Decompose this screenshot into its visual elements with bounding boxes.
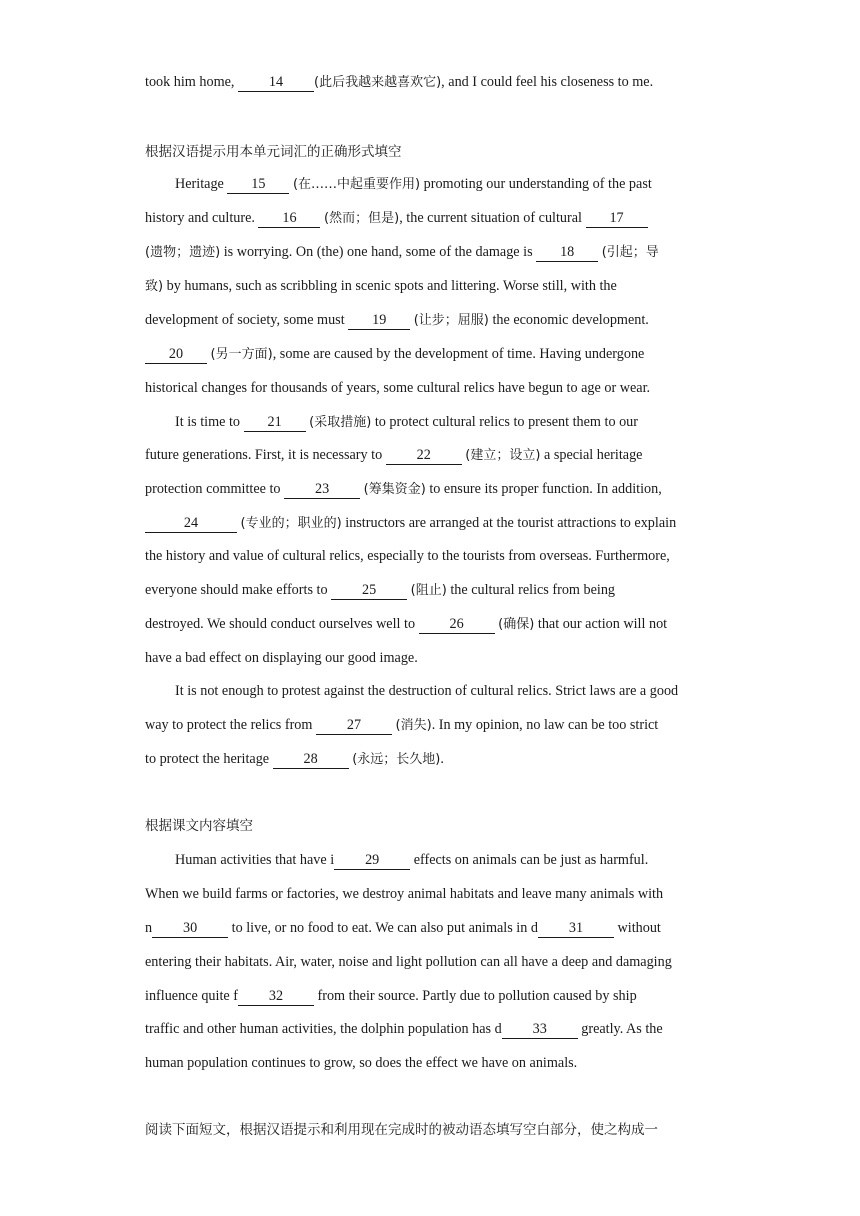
- chinese-hint: (筹集资金): [363, 482, 426, 497]
- text-run: Heritage: [175, 176, 228, 192]
- text-line: [145, 1053, 725, 1073]
- text-run: have a bad effect on displaying our good image.: [145, 650, 418, 666]
- text-run: , and I could feel his closeness to me.: [441, 74, 654, 90]
- blank-20[interactable]: 20: [145, 346, 207, 364]
- blank-33[interactable]: 33: [502, 1021, 578, 1039]
- chinese-hint: (遗物；遗迹): [145, 245, 221, 260]
- chinese-hint: (引起；导: [601, 245, 659, 260]
- text-run: greatly. As the: [577, 1021, 663, 1037]
- blank-23[interactable]: 23: [284, 481, 360, 499]
- text-run: It is not enough to protest against the destruction of cultural relics. Strict laws are a good: [175, 683, 679, 699]
- text-run: to protect cultural relics to present them to our: [371, 414, 639, 430]
- text-line: [145, 918, 725, 938]
- section-heading: [145, 142, 725, 162]
- blank-17[interactable]: 17: [586, 210, 648, 228]
- text-run: everyone should make efforts to: [145, 582, 332, 598]
- chinese-hint: (专业的；职业的): [240, 516, 342, 531]
- text-run: the history and value of cultural relics, especially to the tourists from overseas. Furthermore,: [145, 548, 670, 564]
- text-line: [145, 242, 725, 263]
- text-line: [145, 208, 725, 229]
- text-line: [145, 276, 725, 297]
- text-run: n: [145, 920, 153, 936]
- text-run: history and culture.: [145, 210, 259, 226]
- text-run: human population continues to grow, so does the effect we have on animals.: [145, 1055, 578, 1071]
- text-run: took him home,: [145, 74, 239, 90]
- blank-15[interactable]: 15: [227, 176, 289, 194]
- text-run: to ensure its proper function. In addition,: [425, 481, 662, 497]
- blank-26[interactable]: 26: [419, 616, 495, 634]
- section-heading: [145, 1120, 725, 1140]
- text-run: , the current situation of cultural: [399, 210, 586, 226]
- blank-28[interactable]: 28: [273, 751, 349, 769]
- blank-32[interactable]: 32: [238, 988, 314, 1006]
- text-run: historical changes for thousands of years, some cultural relics have begun to age or wear.: [145, 380, 651, 396]
- text-line: [145, 445, 725, 466]
- text-run: to live, or no food to eat. We can also put animals in d: [228, 920, 538, 936]
- blank-30[interactable]: 30: [152, 920, 228, 938]
- text-line: [145, 580, 725, 601]
- blank-25[interactable]: 25: [331, 582, 407, 600]
- text-run: traffic and other human activities, the dolphin population has d: [145, 1021, 502, 1037]
- chinese-hint: (永远；长久地): [352, 752, 441, 767]
- text-run: the economic development.: [488, 312, 649, 328]
- text-run: When we build farms or factories, we destroy animal habitats and leave many animals with: [145, 886, 664, 902]
- blank-14[interactable]: 14: [238, 74, 314, 92]
- text-line: [145, 546, 725, 566]
- text-line: [175, 174, 725, 195]
- text-run: Human activities that have i: [175, 852, 335, 868]
- text-line: [145, 344, 725, 365]
- chinese-hint: (确保): [498, 617, 535, 632]
- text-run: entering their habitats. Air, water, noise and light pollution can all have a deep and damaging: [145, 954, 672, 970]
- chinese-hint: 致): [145, 279, 164, 294]
- text-run: effects on animals can be just as harmful.: [410, 852, 649, 868]
- chinese-hint: (建立；设立): [465, 448, 541, 463]
- text-run: .: [440, 751, 444, 767]
- text-run: 根据课文内容填空: [145, 818, 253, 834]
- text-run: is worrying. On (the) one hand, some of the damage is: [220, 244, 537, 260]
- text-run: way to protect the relics from: [145, 717, 316, 733]
- text-run: to protect the heritage: [145, 751, 273, 767]
- text-run: a special heritage: [540, 447, 643, 463]
- text-line: [145, 952, 725, 972]
- text-line: [175, 681, 725, 701]
- blank-24[interactable]: 24: [145, 515, 237, 533]
- text-line: [145, 614, 725, 635]
- text-run: 阅读下面短文，根据汉语提示和利用现在完成时的被动语态填写空白部分，使之构成一: [145, 1122, 658, 1138]
- text-line: [175, 412, 725, 433]
- text-run: development of society, some must: [145, 312, 349, 328]
- blank-29[interactable]: 29: [334, 852, 410, 870]
- text-run: promoting our understanding of the past: [420, 176, 652, 192]
- chinese-hint: (让步；屈服): [413, 313, 489, 328]
- chinese-hint: (在……中起重要作用): [292, 177, 421, 192]
- text-line: [145, 715, 725, 736]
- blank-19[interactable]: 19: [348, 312, 410, 330]
- text-run: that our action will not: [534, 616, 668, 632]
- text-run: 根据汉语提示用本单元词汇的正确形式填空: [145, 144, 402, 160]
- text-run: protection committee to: [145, 481, 285, 497]
- chinese-hint: (采取措施): [309, 415, 372, 430]
- blank-18[interactable]: 18: [536, 244, 598, 262]
- text-run: influence quite f: [145, 988, 238, 1004]
- text-line: [145, 884, 725, 904]
- text-run: future generations. First, it is necessary to: [145, 447, 386, 463]
- blank-31[interactable]: 31: [538, 920, 614, 938]
- blank-22[interactable]: 22: [386, 447, 462, 465]
- text-line: [145, 986, 725, 1006]
- text-line: [145, 1019, 725, 1039]
- text-run: from their source. Partly due to pollution caused by ship: [313, 988, 637, 1004]
- text-line: [145, 749, 725, 770]
- blank-21[interactable]: 21: [244, 414, 306, 432]
- text-line: [145, 513, 725, 534]
- section-heading: [145, 816, 725, 836]
- chinese-hint: (阻止): [410, 583, 447, 598]
- chinese-hint: (另一方面): [210, 347, 273, 362]
- chinese-hint: (然而；但是): [324, 211, 400, 226]
- text-line: [145, 479, 725, 500]
- chinese-hint: (此后我越来越喜欢它): [314, 75, 442, 90]
- blank-27[interactable]: 27: [316, 717, 392, 735]
- text-run: . In my opinion, no law can be too strict: [431, 717, 659, 733]
- text-run: without: [613, 920, 661, 936]
- text-run: destroyed. We should conduct ourselves well to: [145, 616, 419, 632]
- blank-16[interactable]: 16: [258, 210, 320, 228]
- text-line: [175, 850, 725, 870]
- text-run: It is time to: [175, 414, 244, 430]
- text-line: [145, 72, 725, 93]
- text-line: [145, 310, 725, 331]
- text-run: by humans, such as scribbling in scenic spots and littering. Worse still, with the: [163, 278, 617, 294]
- text-run: , some are caused by the development of time. Having undergone: [272, 346, 645, 362]
- text-run: instructors are arranged at the tourist attractions to explain: [341, 515, 677, 531]
- text-line: [145, 648, 725, 668]
- text-line: [145, 378, 725, 398]
- text-run: the cultural relics from being: [446, 582, 616, 598]
- chinese-hint: (消失): [395, 718, 432, 733]
